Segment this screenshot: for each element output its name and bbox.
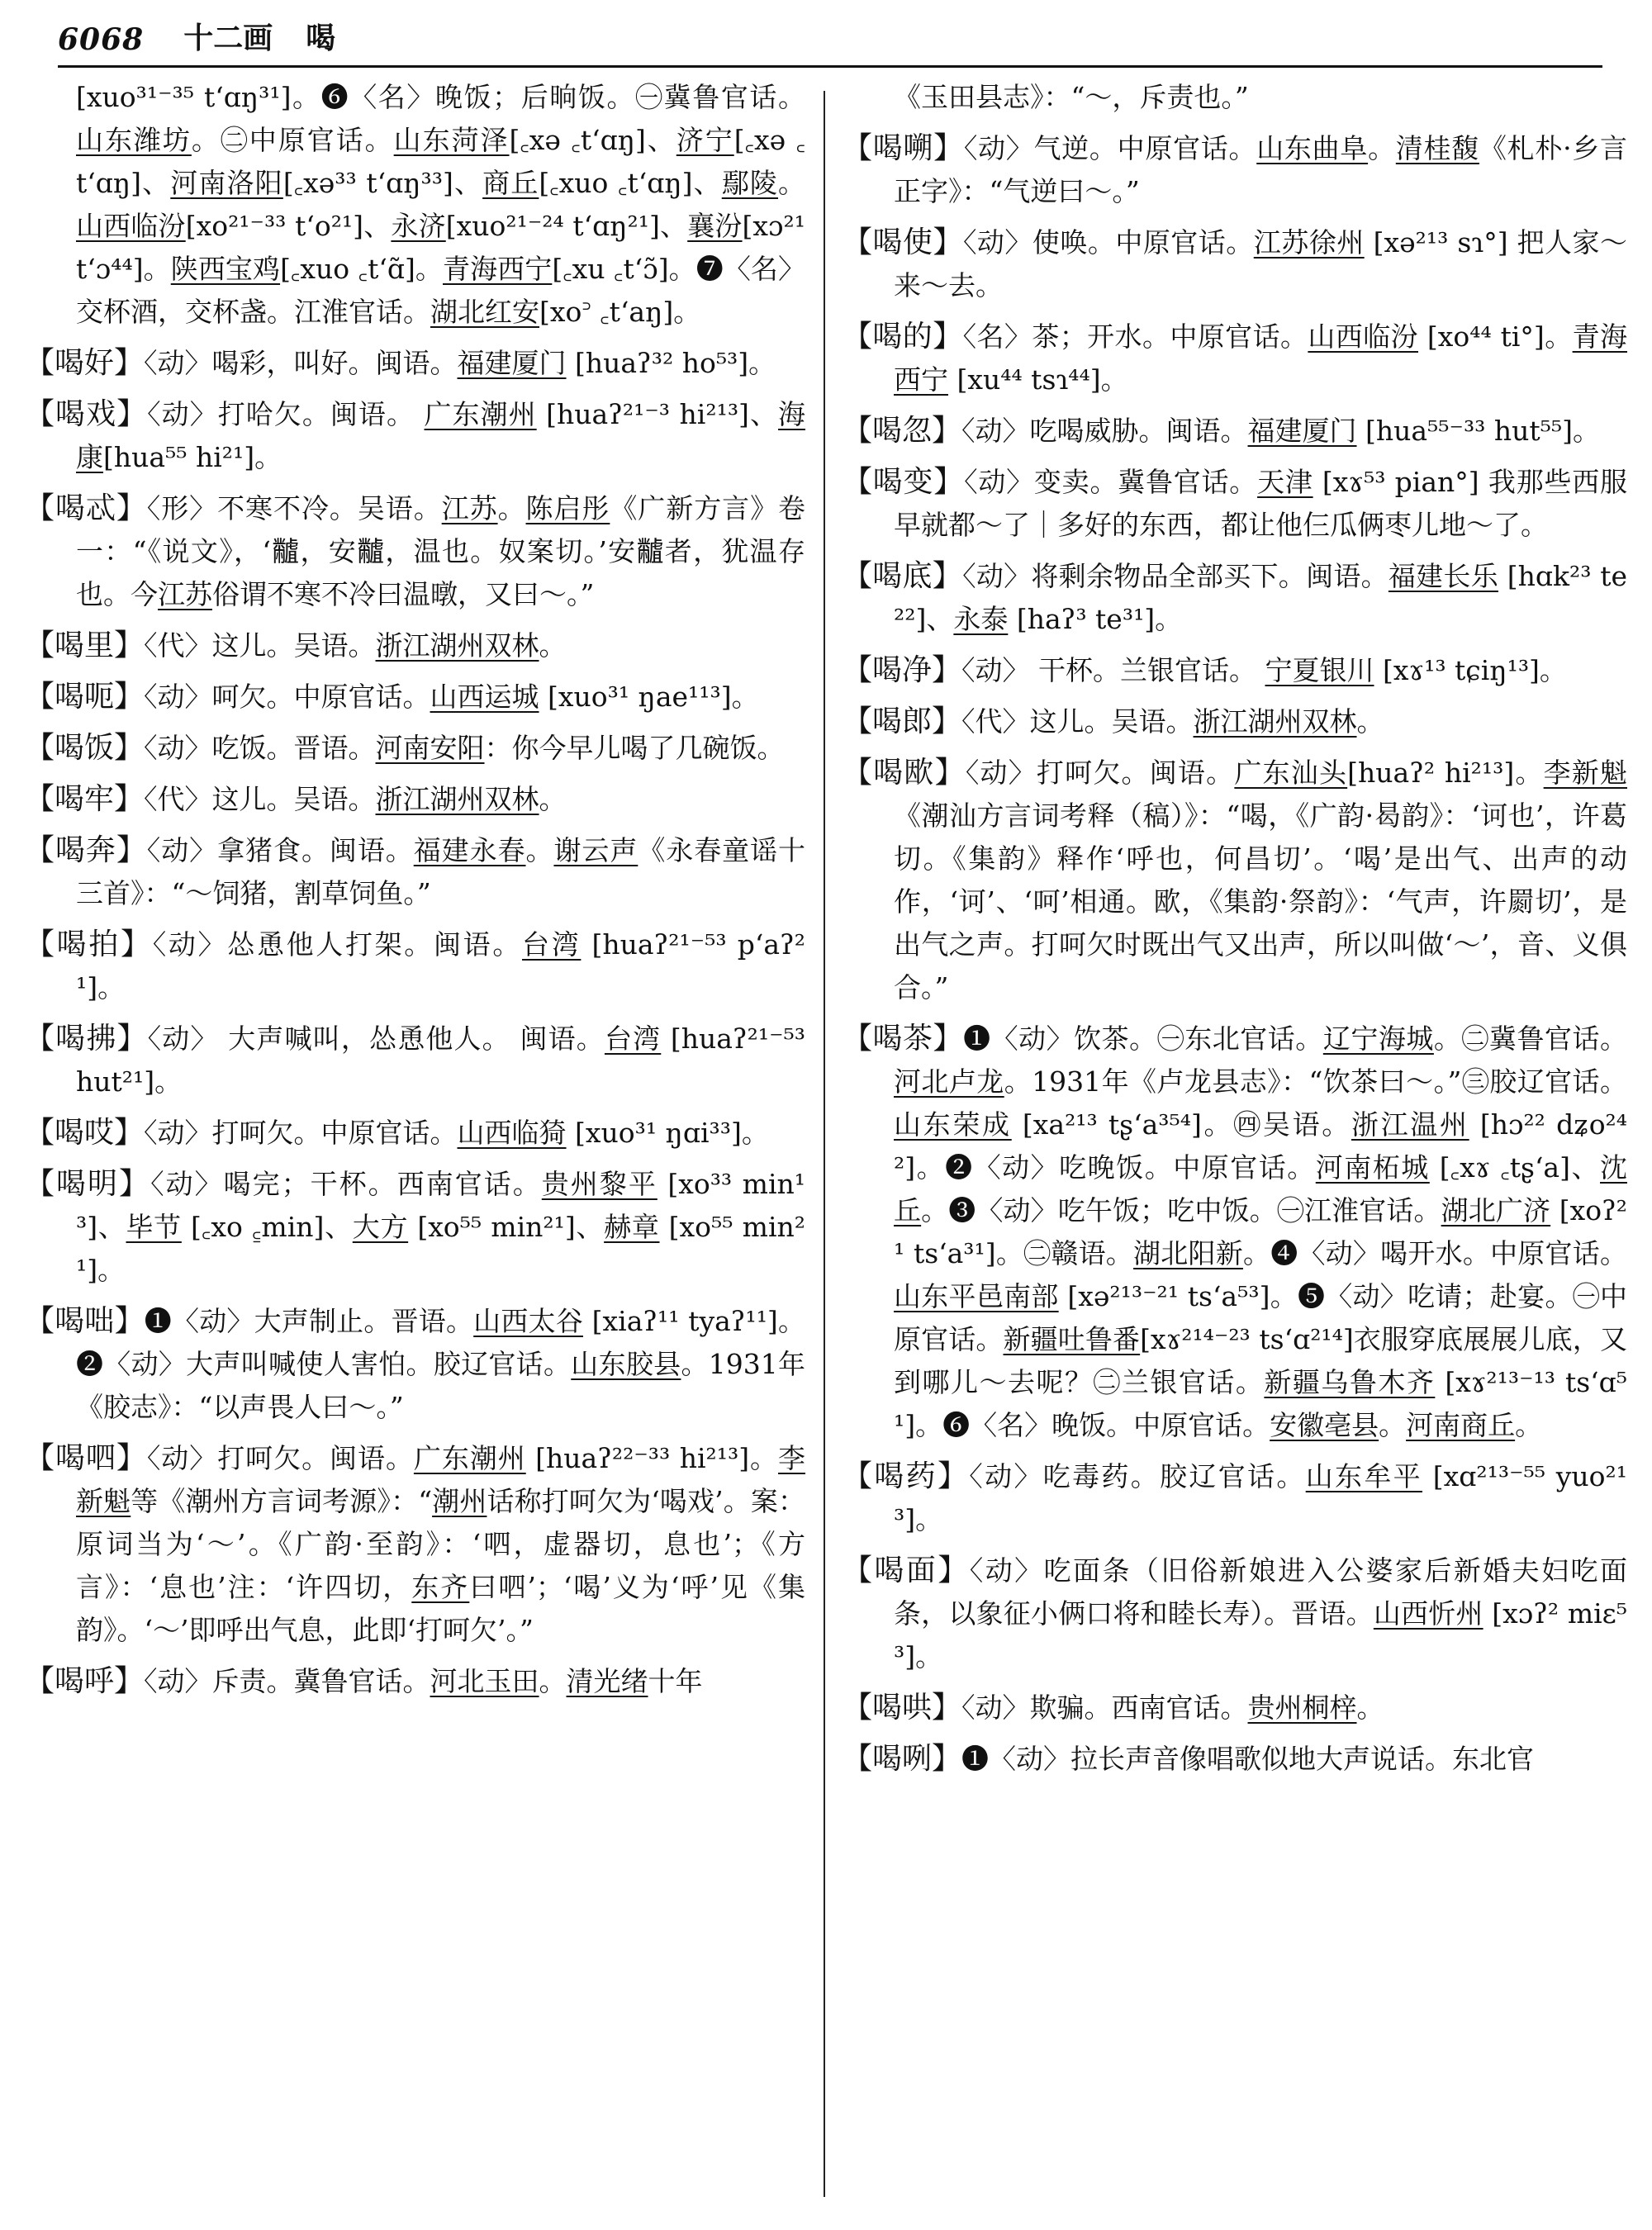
- dictionary-entry: [25, 393, 805, 479]
- place-name: 新疆乌鲁木齐: [1264, 1366, 1436, 1398]
- entry-text: 〈动〉吃饭。晋语。: [144, 732, 376, 764]
- entry-text: 〈动〉 大声喊叫，怂恿他人。 闽语。: [147, 1022, 605, 1055]
- page-number: 6068: [58, 22, 145, 57]
- entry-text: 〈动〉使唤。中原官话。: [962, 226, 1254, 259]
- place-name: 浙江温州: [1351, 1108, 1469, 1141]
- place-name: 东齐: [411, 1571, 470, 1603]
- entry-text: 〈动〉 干杯。兰银官话。: [961, 654, 1265, 686]
- entry-text: 〈动〉喝彩，叫好。闽语。: [144, 347, 458, 379]
- place-name: 山东菏泽: [393, 124, 510, 156]
- dictionary-entry: [25, 1660, 805, 1703]
- place-name: 贵州桐梓: [1247, 1691, 1357, 1724]
- headword: 【喝的】: [843, 320, 963, 353]
- dictionary-entry: [25, 778, 805, 821]
- entry-text: 〈动〉斥责。冀鲁官话。: [144, 1665, 430, 1697]
- entry-text: [xo²¹⁻³³ t‘o²¹]、: [185, 210, 392, 242]
- entry-text: 〈动〉吃毒药。胶辽官话。: [969, 1460, 1306, 1492]
- place-name: 山西临猗: [457, 1117, 567, 1149]
- entry-text: 〈动〉呵欠。中原官话。: [144, 681, 430, 713]
- entry-text: 〈名〉茶；开水。中原官话。: [962, 320, 1308, 353]
- entry-text: 。: [539, 783, 567, 815]
- entry-text: 。❸〈动〉吃午饭；吃中饭。㊀江淮官话。: [921, 1194, 1441, 1226]
- entry-continuation: [843, 76, 1627, 119]
- place-name: 河南洛阳: [170, 167, 283, 199]
- place-name: 安徽亳县: [1270, 1409, 1379, 1441]
- entry-text: [xo⁴⁴ ti°]。: [1418, 320, 1573, 353]
- place-name: 清光绪: [566, 1665, 648, 1697]
- left-column: [25, 76, 805, 2213]
- entry-text: 。㊁冀鲁官话。: [1433, 1022, 1627, 1055]
- entry-text: ❶〈动〉大声制止。晋语。: [144, 1305, 474, 1337]
- entry-text: 〈动〉怂恿他人打架。闽语。: [152, 928, 523, 961]
- place-name: 新疆吐鲁番: [1003, 1323, 1141, 1355]
- dictionary-entry: [25, 1300, 805, 1429]
- entry-text: [꜀xə³³ t‘ɑŋ³³]、: [282, 167, 483, 199]
- headword: 【喝底】: [843, 559, 963, 593]
- headword: 【喝呬】: [25, 1441, 147, 1475]
- entry-text: 〈动〉打呵欠。闽语。: [965, 757, 1235, 789]
- head-character: 喝: [306, 21, 336, 55]
- entry-text: [xuo³¹⁻³⁵ t‘ɑŋ³¹]。❻〈名〉晚饭；后晌饭。㊀冀鲁官话。: [76, 81, 805, 113]
- place-name: 潮州: [432, 1485, 487, 1517]
- entry-text: 《广新方言》卷一：“《说文》，‘𪓐，安𪓐，温也。奴案切。’安𪓐者，犹温存也。今: [76, 492, 805, 610]
- place-name: 福建长乐: [1388, 560, 1498, 592]
- place-name: 青海西宁: [894, 320, 1627, 396]
- entry-text: [xə²¹³ sɿ°] 把人家～来～去。: [894, 226, 1627, 301]
- entry-continuation: [25, 76, 805, 334]
- entry-text: [xoʔ²¹ ts‘a³¹]。㊁赣语。: [894, 1194, 1627, 1269]
- headword: 【喝呃】: [25, 680, 145, 714]
- entry-text: [xuo²¹⁻²⁴ t‘ɑŋ²¹]、: [445, 210, 688, 242]
- entry-text: [xiaʔ¹¹ tyaʔ¹¹]。❷〈动〉大声叫喊使人害怕。胶辽官话。: [76, 1305, 805, 1380]
- entry-text: 〈代〉这儿。吴语。: [144, 783, 376, 815]
- entry-text: 〈动〉吃面条（旧俗新娘进入公婆家后新婚夫妇吃面条，以象征小俩口将和睦长寿）。晋语。: [894, 1554, 1627, 1630]
- place-name: 福建厦门: [457, 347, 567, 379]
- place-name: 山西运城: [430, 681, 539, 713]
- dictionary-entry: [843, 752, 1627, 1009]
- entry-text: 。1931年《胶志》：“以声畏人曰～。”: [76, 1348, 805, 1423]
- entry-text: 。: [1515, 1409, 1543, 1441]
- place-name: 鄢陵: [721, 167, 779, 199]
- entry-text: [xɑ²¹³⁻⁵⁵ yuo²¹³]。: [894, 1460, 1627, 1535]
- place-name: 陕西宝鸡: [170, 253, 281, 285]
- headword: 【喝拂】: [25, 1022, 148, 1056]
- place-name: 李新魁: [76, 1442, 805, 1517]
- dictionary-entry: [25, 1112, 805, 1155]
- entry-text: [xɤ²¹³⁻¹³ ts‘ɑ⁵¹]。❻〈名〉晚饭。中原官话。: [894, 1366, 1627, 1441]
- entry-text: 。: [539, 629, 567, 662]
- headword: 【喝茶】: [843, 1022, 964, 1056]
- place-name: 宁夏银川: [1265, 654, 1374, 686]
- headword: 【喝呼】: [25, 1664, 145, 1698]
- place-name: 李新魁: [1543, 757, 1627, 789]
- place-name: 陈启彤: [525, 492, 610, 524]
- entry-text: 〈动〉打哈欠。闽语。: [147, 398, 425, 430]
- headword: 【喝奔】: [25, 833, 147, 867]
- entry-text: 〈动〉气逆。中原官话。: [963, 132, 1257, 164]
- entry-text: 〈动〉喝完；干杯。西南官话。: [150, 1168, 542, 1200]
- dictionary-entry: [25, 727, 805, 770]
- dictionary-entry: [843, 649, 1627, 692]
- entry-text: 〈动〉打呵欠。中原官话。: [144, 1117, 458, 1149]
- place-name: 台湾: [604, 1022, 662, 1055]
- place-name: 河南柘城: [1315, 1151, 1430, 1184]
- entry-text: 〈代〉这儿。吴语。: [144, 629, 376, 662]
- headword: 【喝牢】: [25, 782, 145, 816]
- dictionary-entry: [25, 1437, 805, 1652]
- place-name: 江苏徐州: [1253, 226, 1365, 259]
- entry-text: [xuo³¹ ŋae¹¹³]。: [539, 681, 759, 713]
- entry-text: 话称打呵欠为‘喝戏’。案：原词当为‘～’。《广韵·至韵》：‘呬，虚器切，息也’；《方言》：‘息也’注：‘许四切，: [76, 1485, 805, 1603]
- place-name: 清桂馥: [1395, 132, 1479, 164]
- dictionary-entry: [25, 1163, 805, 1292]
- place-name: 商丘: [482, 167, 539, 199]
- dictionary-entry: [25, 676, 805, 719]
- place-name: 河北卢龙: [894, 1065, 1004, 1098]
- entry-text: 〈动〉变卖。冀鲁官话。: [964, 466, 1258, 498]
- place-name: 山西临汾: [76, 210, 186, 242]
- entry-text: 。: [778, 167, 805, 199]
- place-name: 谢云声: [553, 834, 638, 866]
- headword: 【喝好】: [25, 346, 145, 380]
- place-name: 山东荣成: [894, 1108, 1012, 1141]
- entry-text: [huaʔ²²⁻³³ hi²¹³]。: [525, 1442, 778, 1474]
- entry-text: [xo³³ min¹³]、: [76, 1168, 805, 1243]
- headword: 【喝嗍】: [843, 131, 964, 165]
- place-name: 广东汕头: [1234, 757, 1348, 789]
- dictionary-entry: [843, 700, 1627, 743]
- entry-text: [xo꜄ ꜀t‘aŋ]。: [539, 296, 701, 328]
- entry-text: 。: [497, 492, 526, 524]
- headword: 【喝拍】: [25, 928, 153, 961]
- dictionary-entry: [843, 127, 1627, 213]
- running-head: [58, 17, 1602, 68]
- place-name: 河南安阳: [375, 732, 485, 764]
- place-name: 山东牟平: [1305, 1460, 1422, 1492]
- headword: 【喝药】: [843, 1459, 970, 1493]
- entry-text: [꜀xu ꜀t‘ɔ̃]。❼〈名〉交杯酒，交杯盏。江淮官话。: [76, 253, 805, 328]
- place-name: 台湾: [522, 928, 582, 961]
- place-name: 贵州黎平: [541, 1168, 657, 1200]
- place-name: 毕节: [126, 1211, 182, 1243]
- dictionary-entry: [25, 624, 805, 667]
- place-name: 山东胶县: [571, 1348, 681, 1380]
- entry-text: 。: [539, 1665, 567, 1697]
- place-name: 永泰: [953, 603, 1009, 635]
- entry-text: 。: [1356, 1691, 1384, 1724]
- dictionary-entry: [843, 1549, 1627, 1678]
- entry-text: [xɔʔ² miɛ⁵³]。: [894, 1597, 1627, 1672]
- dictionary-entry: [25, 342, 805, 385]
- place-name: 山西忻州: [1373, 1597, 1483, 1630]
- headword: 【喝哎】: [25, 1116, 145, 1150]
- place-name: 永济: [391, 210, 446, 242]
- entry-text: 〈代〉这儿。吴语。: [961, 705, 1194, 738]
- entry-text: [hɔ²² dʑo²⁴²]。❷〈动〉吃晚饭。中原官话。: [894, 1108, 1627, 1184]
- place-name: 浙江湖州双林: [1193, 705, 1357, 738]
- entry-text: 。: [1379, 1409, 1407, 1441]
- place-name: 江苏: [441, 492, 498, 524]
- place-name: 辽宁海城: [1322, 1022, 1434, 1055]
- dictionary-entry: [843, 316, 1627, 401]
- entry-text: 曰呬’；‘喝’义为‘呼’见《集韵》。‘～’即呼出气息，此即‘打呵欠’。”: [76, 1571, 805, 1646]
- headword: 【喝欭】: [843, 756, 966, 790]
- dictionary-entry: [843, 410, 1627, 453]
- dictionary-entry: [25, 923, 805, 1009]
- place-name: 大方: [352, 1211, 409, 1243]
- entry-text: 〈形〉不寒不冷。吴语。: [146, 492, 442, 524]
- dictionary-entry: [843, 461, 1627, 547]
- entry-text: 。1931年《卢龙县志》：“饮茶曰～。”㊂胶辽官话。: [1004, 1065, 1627, 1098]
- headword: 【喝面】: [843, 1554, 970, 1587]
- place-name: 湖北广济: [1441, 1194, 1551, 1226]
- dictionary-entry: [843, 221, 1627, 307]
- entry-text: 。: [525, 834, 554, 866]
- dictionary-entry: [25, 829, 805, 915]
- entry-text: [xu⁴⁴ tsɿ⁴⁴]。: [948, 363, 1128, 396]
- stroke-count: 十二画: [183, 21, 273, 55]
- entry-text: 《玉田县志》：“～，斥责也。”: [894, 81, 1249, 113]
- headword: 【喝变】: [843, 465, 965, 499]
- headword: 【喝明】: [25, 1167, 151, 1201]
- headword: 【喝忒】: [25, 491, 147, 525]
- headword: 【喝郎】: [843, 705, 962, 738]
- entry-text: 〈动〉欺骗。西南官话。: [961, 1691, 1248, 1724]
- entry-text: [꜀xuo ꜀t‘ɑŋ]、: [539, 167, 722, 199]
- headword: 【喝哄】: [843, 1691, 962, 1725]
- place-name: 江苏: [158, 578, 212, 610]
- entry-text: [huaʔ²¹⁻⁵³ p‘aʔ²¹]。: [76, 928, 805, 1004]
- entry-text: [꜀xo ꜁min]、: [181, 1211, 353, 1243]
- place-name: 天津: [1257, 466, 1313, 498]
- entry-text: 〈动〉将剩余物品全部买下。闽语。: [962, 560, 1389, 592]
- place-name: 山东平邑南部: [894, 1280, 1059, 1312]
- headword: 【喝戏】: [25, 397, 148, 431]
- entry-text: [xuo³¹ ŋɑi³³]。: [566, 1117, 769, 1149]
- entry-text: [꜀xə ꜀t‘ɑŋ]、: [76, 124, 805, 199]
- entry-text: [xɤ⁵³ pian°] 我那些西服早就都～了｜多好的东西，都让他仨瓜俩枣儿地～了。: [894, 466, 1627, 541]
- dictionary-entry: [843, 555, 1627, 641]
- entry-text: 〈动〉拿猪食。闽语。: [146, 834, 414, 866]
- entry-text: [hua⁵⁵⁻³³ hut⁵⁵]。: [1356, 415, 1600, 447]
- place-name: 济宁: [676, 124, 734, 156]
- place-name: 河北玉田: [430, 1665, 539, 1697]
- entry-text: [hua⁵⁵ hi²¹]。: [103, 441, 282, 473]
- headword: 【喝使】: [843, 225, 963, 259]
- entry-text: 《札朴·乡言正字》：“气逆曰～。”: [894, 132, 1627, 207]
- column-divider: [824, 91, 825, 2197]
- entry-text: 〈动〉打呵欠。闽语。: [146, 1442, 414, 1474]
- headword: 【喝咄】: [25, 1304, 145, 1338]
- entry-text: [xɤ²¹⁴⁻²³ ts‘ɑ²¹⁴]衣服穿底展展儿底，又到哪儿～去呢？㊁兰银官话。: [894, 1323, 1627, 1398]
- place-name: 浙江湖州双林: [375, 783, 539, 815]
- entry-text: 。㊁中原官话。: [191, 124, 394, 156]
- entry-text: [꜀xuo ꜀t‘ɑ̃]。: [280, 253, 443, 285]
- entry-text: [꜀xɤ ꜀tʂ‘a]、: [1429, 1151, 1601, 1184]
- entry-text: [huaʔ² hi²¹³]。: [1347, 757, 1544, 789]
- place-name: 山东曲阜: [1256, 132, 1369, 164]
- entry-text: ：你今早儿喝了几碗饭。: [484, 732, 785, 764]
- dictionary-entry: [25, 487, 805, 616]
- entry-text: ❶〈动〉拉长声音像唱歌似地大声说话。东北官: [961, 1743, 1535, 1775]
- entry-text: [꜀xə ꜀t‘ɑŋ]、: [509, 124, 676, 156]
- entry-text: [huaʔ³² ho⁵³]。: [566, 347, 776, 379]
- place-name: 山西临汾: [1308, 320, 1418, 353]
- place-name: 浙江湖州双林: [375, 629, 539, 662]
- entry-text: 等《潮州方言词考源》：“: [131, 1485, 433, 1517]
- entry-text: 《永春童谣十三首》：“～饲猪，割草饲鱼。”: [76, 834, 805, 909]
- dictionary-entry: [25, 1018, 805, 1103]
- right-column: [843, 76, 1627, 2213]
- place-name: 广东潮州: [424, 398, 537, 430]
- entry-text: [xɔ²¹ t‘ɔ⁴⁴]。: [76, 210, 805, 285]
- entry-text: [xɤ¹³ tɕiŋ¹³]。: [1374, 654, 1567, 686]
- place-name: 赫章: [604, 1211, 660, 1243]
- entry-text: ❶〈动〉饮茶。㊀东北官话。: [963, 1022, 1323, 1055]
- place-name: 沈丘: [894, 1151, 1627, 1226]
- dictionary-entry: [843, 1455, 1627, 1541]
- headword: 【喝净】: [843, 653, 962, 687]
- headword: 【喝里】: [25, 629, 145, 662]
- entry-text: [xə²¹³⁻²¹ ts‘a⁵³]。❺〈动〉吃请；赴宴。㊀中原官话。: [894, 1280, 1627, 1355]
- entry-text: [huaʔ²¹⁻³ hi²¹³]、: [536, 398, 778, 430]
- place-name: 湖北红安: [430, 296, 539, 328]
- entry-text: 〈动〉吃喝威胁。闽语。: [961, 415, 1248, 447]
- entry-text: [xo⁵⁵ min²¹]、: [408, 1211, 605, 1243]
- entry-text: [huaʔ²¹⁻⁵³ hut²¹]。: [76, 1022, 805, 1098]
- place-name: 河南商丘: [1406, 1409, 1516, 1441]
- entry-text: [xa²¹³ tʂ‘a³⁵⁴]。㊃吴语。: [1011, 1108, 1351, 1141]
- entry-text: 。: [1368, 132, 1396, 164]
- place-name: 青海西宁: [443, 253, 553, 285]
- entry-text: 十年: [648, 1665, 703, 1697]
- entry-text: 。❹〈动〉喝开水。中原官话。: [1242, 1237, 1627, 1269]
- entry-text: 《潮汕方言词考释（稿）》：“喝，《广韵·曷韵》：‘诃也’，许葛切。《集韵》释作‘呼也，何昌切’。‘喝’是出气、出声的动作，‘诃’、‘呵’相通。欭，《集韵·祭韵》：‘气声，许罽切’，是出气之声。打呵欠时既出气又出声，所以叫做‘～’，音、义俱合。”: [894, 799, 1627, 1004]
- place-name: 海康: [76, 398, 805, 473]
- place-name: 湖北阳新: [1133, 1237, 1243, 1269]
- place-name: 福建永春: [413, 834, 526, 866]
- entry-text: [haʔ³ te³¹]。: [1008, 603, 1183, 635]
- entry-text: 俗谓不寒不冷曰温暾，又曰～。”: [212, 578, 595, 610]
- headword: 【喝咧】: [843, 1742, 962, 1776]
- place-name: 福建厦门: [1247, 415, 1357, 447]
- entry-text: 。: [1356, 705, 1384, 738]
- headword: 【喝忽】: [843, 414, 962, 448]
- dictionary-entry: [843, 1738, 1627, 1781]
- place-name: 山东潍坊: [76, 124, 192, 156]
- headword: 【喝饭】: [25, 731, 145, 765]
- place-name: 山西太谷: [473, 1305, 583, 1337]
- entry-text: [hɑk²³ te²²]、: [894, 560, 1627, 635]
- dictionary-entry: [843, 1687, 1627, 1729]
- dictionary-entry: [843, 1018, 1627, 1447]
- place-name: 襄汾: [687, 210, 743, 242]
- place-name: 广东潮州: [413, 1442, 526, 1474]
- entry-text: [xo⁵⁵ min²¹]。: [76, 1211, 805, 1286]
